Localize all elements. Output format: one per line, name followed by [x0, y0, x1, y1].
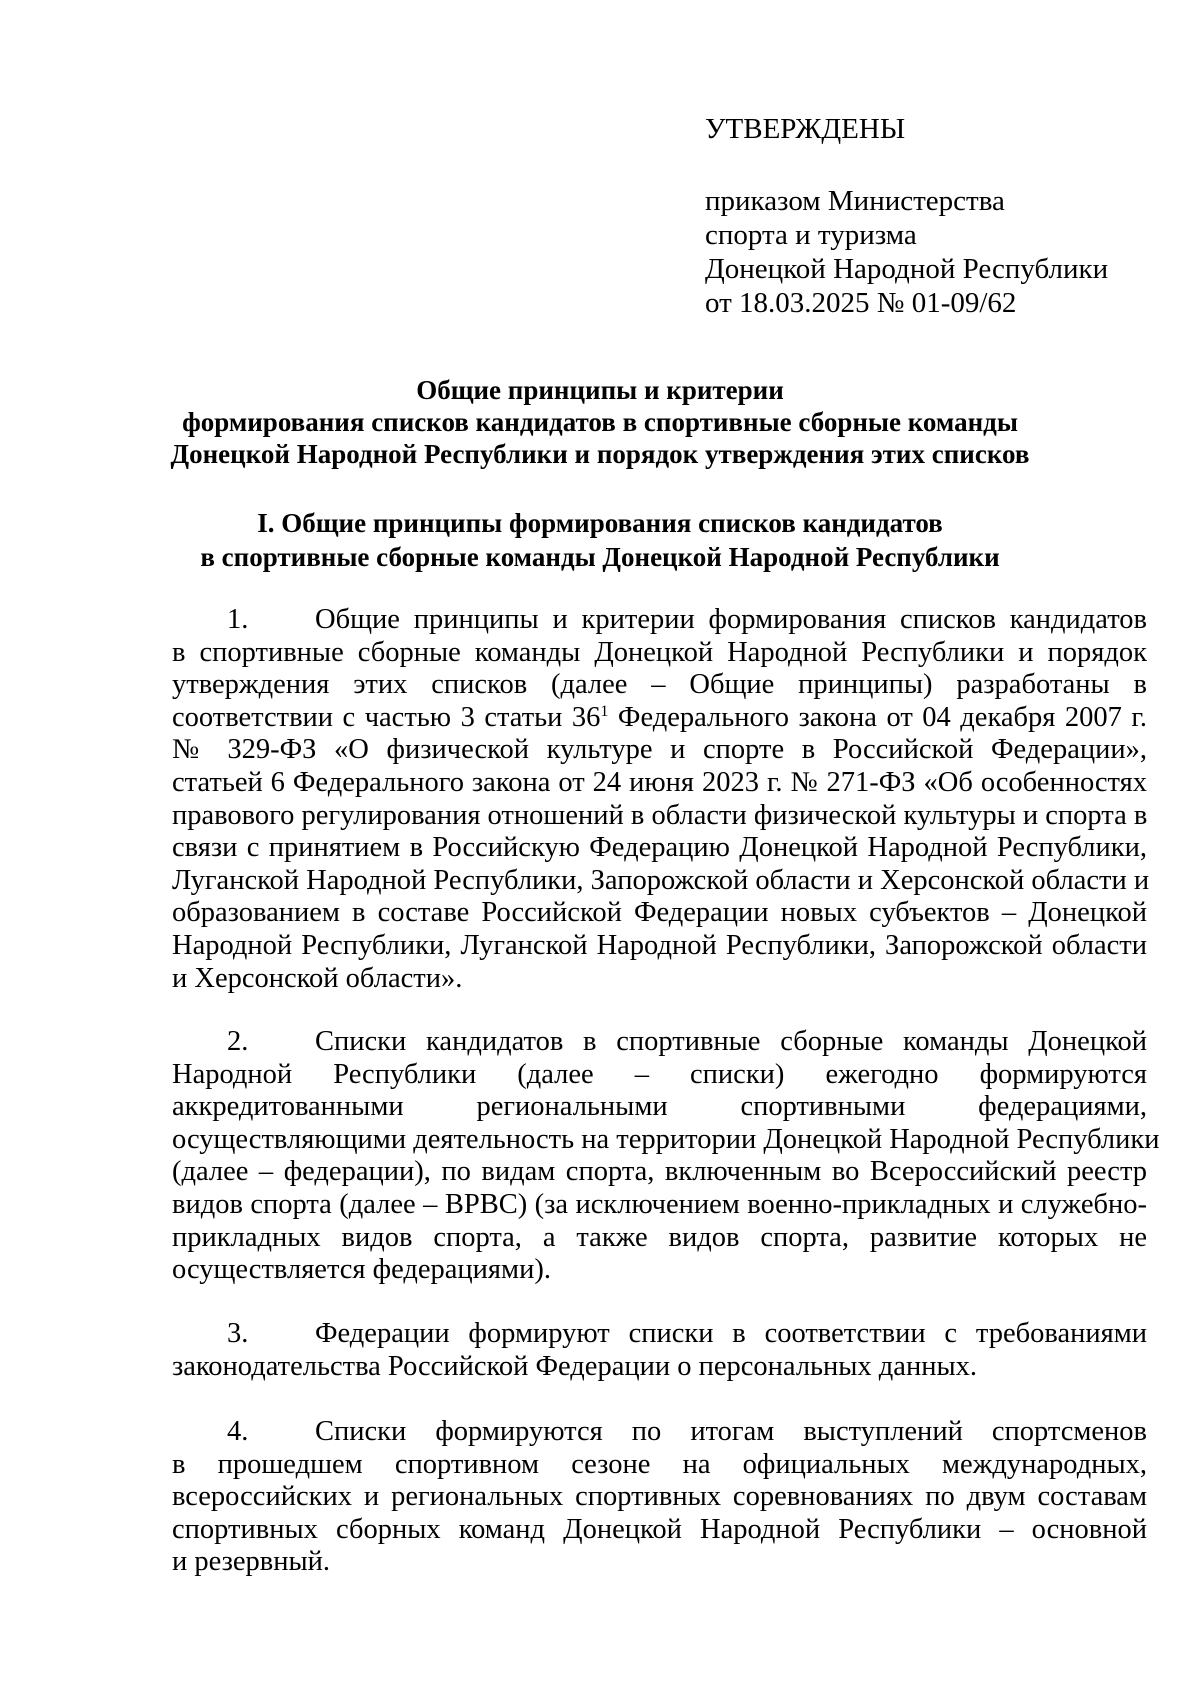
paragraph-number: 3.	[227, 1318, 249, 1349]
paragraph-line: статьей 6 Федерального закона от 24 июня 2023 г. № 271-ФЗ «Об особенностях	[172, 766, 1147, 798]
paragraph-line: спортивных сборных команд Донецкой Народной Республики – основной	[172, 1513, 1147, 1545]
document-title	[150, 374, 1050, 470]
paragraph-line: в спортивные сборные команды Донецкой Народной Республики и порядок	[172, 636, 1147, 668]
paragraph-4	[172, 1416, 1147, 1579]
paragraph-line: (далее – федерации), по видам спорта, включенным во Всероссийский реестр	[172, 1156, 1147, 1188]
approval-order-number: от 18.03.2025 № 01-09/62	[705, 287, 1017, 319]
paragraph-line: связи с принятием в Российскую Федерацию Донецкой Народной Республики,	[172, 832, 1147, 864]
paragraph-text: Федерального закона от 04 декабря 2007 г.	[608, 701, 1147, 733]
paragraph-number: 2.	[227, 1026, 249, 1057]
paragraph-text: Списки формируются по итогам выступлений спортсменов	[315, 1416, 1147, 1447]
paragraph-1	[172, 604, 1150, 995]
paragraph-line	[172, 604, 1147, 637]
section-heading-line: I. Общие принципы формирования списков кандидатов	[257, 508, 943, 538]
paragraph-line	[172, 1026, 1147, 1059]
paragraph-text: Списки кандидатов в спортивные сборные команды Донецкой	[315, 1026, 1147, 1057]
paragraph-2	[172, 1026, 1160, 1287]
section-heading-line: в спортивные сборные команды Донецкой Народной Республики	[200, 542, 1000, 572]
approval-line: приказом Министерства	[705, 185, 1005, 217]
paragraph-number: 4.	[227, 1416, 249, 1447]
section-heading	[150, 506, 1050, 574]
approval-line: спорта и туризма	[705, 219, 917, 251]
paragraph-line: № 329-ФЗ «О физической культуре и спорте в Российской Федерации»,	[172, 734, 1147, 766]
paragraph-line: законодательства Российской Федерации о персональных данных.	[172, 1350, 977, 1382]
paragraph-text: Федерации формируют списки в соответствии с требованиями	[315, 1318, 1147, 1349]
footnote-superscript: 1	[600, 702, 609, 720]
approval-block	[705, 112, 1108, 320]
title-line: Общие принципы и критерии	[416, 375, 784, 405]
paragraph-line: Народной Республики (далее – списки) ежегодно формируются	[172, 1058, 1147, 1090]
paragraph-line: и резервный.	[172, 1546, 331, 1578]
paragraph-line: осуществляющими деятельность на территории Донецкой Народной Республики	[172, 1123, 1160, 1155]
paragraph-3	[172, 1318, 1147, 1383]
paragraph-line: Народной Республики, Луганской Народной Республики, Запорожской области	[172, 929, 1147, 961]
paragraph-line: прикладных видов спорта, а также видов спорта, развитие которых не	[172, 1221, 1147, 1253]
paragraph-line	[172, 1416, 1147, 1449]
paragraph-line: всероссийских и региональных спортивных соревнованиях по двум составам	[172, 1481, 1147, 1513]
title-line: Донецкой Народной Республики и порядок утверждения этих списков	[170, 439, 1030, 469]
paragraph-number: 1.	[227, 604, 249, 635]
paragraph-line: Луганской Народной Республики, Запорожской области и Херсонской области и	[172, 864, 1150, 896]
paragraph-line: осуществляется федерациями).	[172, 1254, 551, 1286]
paragraph-line: видов спорта (далее – ВРВС) (за исключением военно-прикладных и служебно-	[172, 1188, 1147, 1220]
paragraph-line	[172, 702, 1147, 735]
approved-label: УТВЕРЖДЕНЫ	[705, 113, 906, 145]
paragraph-text: соответствии с частью 3 статьи 36	[172, 701, 601, 733]
paragraph-line: и Херсонской области».	[172, 962, 463, 994]
paragraph-line	[172, 1318, 1147, 1351]
paragraph-line: аккредитованными региональными спортивными федерациями,	[172, 1091, 1147, 1123]
paragraph-line: в прошедшем спортивном сезоне на официальных международных,	[172, 1448, 1147, 1480]
paragraph-line: утверждения этих списков (далее – Общие принципы) разработаны в	[172, 669, 1147, 701]
paragraph-line: образованием в составе Российской Федерации новых субъектов – Донецкой	[172, 897, 1147, 929]
approval-line: Донецкой Народной Республики	[705, 253, 1109, 285]
title-line: формирования списков кандидатов в спортивные сборные команды	[182, 407, 1018, 437]
paragraph-text: Общие принципы и критерии формирования списков кандидатов	[315, 604, 1147, 635]
paragraph-line: правового регулирования отношений в области физической культуры и спорта в	[172, 799, 1148, 831]
